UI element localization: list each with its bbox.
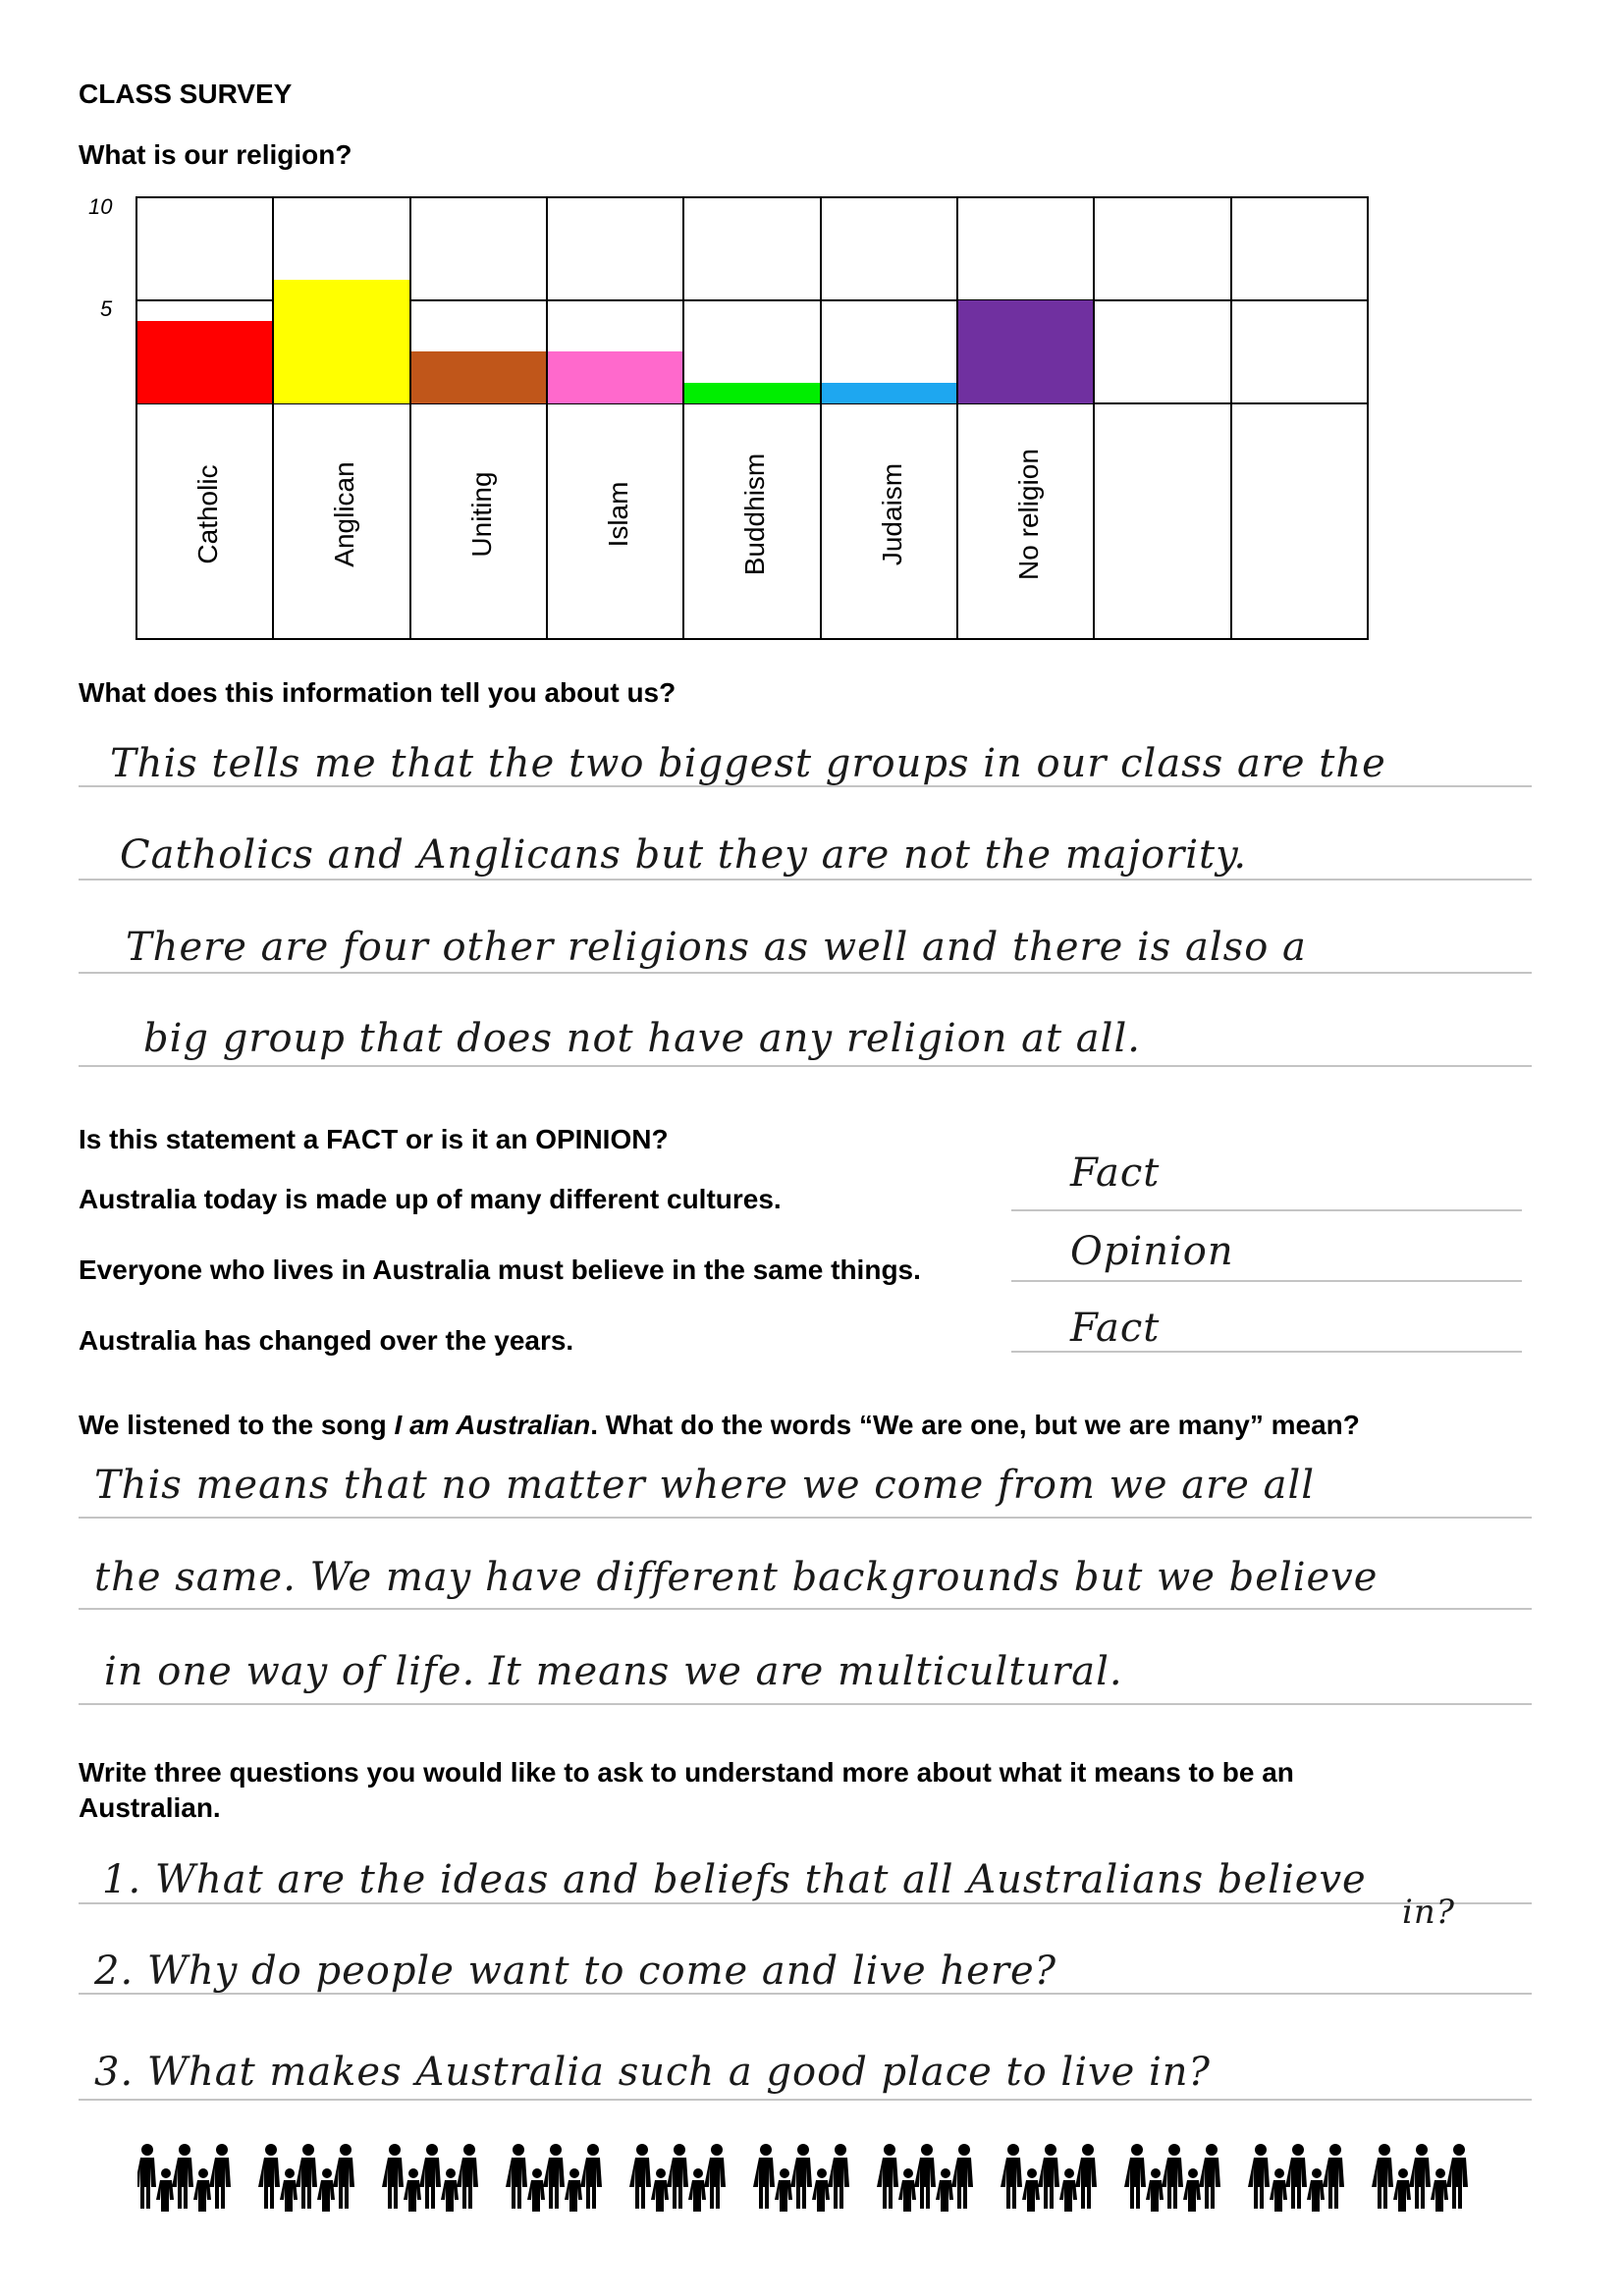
family-group-icon (753, 2144, 849, 2212)
handwritten-answer-line: Catholics and Anglicans but they are not the majority. (120, 832, 1248, 878)
chart-grid-cell (1230, 299, 1369, 404)
handwritten-question-1: 1. What are the ideas and beliefs that all Australians believe (102, 1857, 1367, 1902)
answer-line (79, 1517, 1532, 1519)
handwritten-answer-line: This means that no matter where we come from we are all (94, 1463, 1316, 1508)
chart-grid-cell (546, 196, 684, 301)
bar-buddhism (684, 383, 820, 403)
handwritten-fact-answer: Fact (1070, 1306, 1161, 1351)
answer-line (79, 1608, 1532, 1610)
bar-judaism (822, 383, 956, 403)
bar-islam (548, 351, 682, 403)
family-group-icon (1124, 2144, 1220, 2212)
answer-line (1011, 1351, 1522, 1353)
bar-catholic (137, 321, 272, 403)
family-group-icon (137, 2144, 231, 2212)
handwritten-continuation: in? (1402, 1893, 1455, 1932)
question-three-questions: Write three questions you would like to ask to understand more about what it means to be an (79, 1757, 1294, 1788)
handwritten-answer-line: the same. We may have different backgrounds but we believe (94, 1555, 1379, 1600)
question-information: What does this information tell you about us? (79, 677, 677, 708)
family-group-icon (1372, 2144, 1468, 2212)
chart-label-cell (1230, 402, 1369, 640)
statement-text: Australia has changed over the years. (79, 1325, 574, 1356)
answer-line (1011, 1209, 1522, 1211)
category-label: No religion (1012, 448, 1044, 580)
bar-uniting (411, 351, 546, 403)
y-tick-5: 5 (100, 296, 113, 321)
chart-grid-cell (1093, 196, 1232, 301)
category-label: Anglican (329, 461, 359, 567)
statement-text: Australia today is made up of many different cultures. (79, 1184, 782, 1214)
answer-line (79, 2099, 1532, 2101)
handwritten-question-2: 2. Why do people want to come and live here? (94, 1949, 1057, 1994)
family-group-icon (877, 2144, 973, 2212)
family-group-icon (382, 2144, 478, 2212)
bar-anglican (274, 280, 409, 403)
family-group-icon (1248, 2144, 1344, 2212)
chart-label-cell (1093, 402, 1232, 640)
category-label: Islam (602, 481, 633, 548)
song-title: I am Australian (394, 1410, 591, 1440)
category-label: Uniting (465, 471, 497, 558)
handwritten-answer-line: This tells me that the two biggest groups in our class are the (110, 741, 1386, 786)
handwritten-answer-line: There are four other religions as well and there is also a (126, 925, 1307, 970)
chart-grid-cell (682, 196, 822, 301)
answer-line (1011, 1280, 1522, 1282)
handwritten-question-3: 3. What makes Australia such a good place to live in? (94, 2050, 1211, 2095)
handwritten-answer-line: in one way of life. It means we are multicultural. (104, 1649, 1123, 1694)
category-label: Catholic (191, 464, 223, 564)
answer-line (79, 972, 1532, 974)
religion-bar-chart (135, 196, 1367, 640)
question-fact-opinion: Is this statement a FACT or is it an OPINION? (79, 1124, 669, 1154)
chart-grid-cell (956, 196, 1095, 301)
answer-line (79, 1065, 1532, 1067)
family-group-icon-row (137, 2130, 1512, 2228)
question-song (79, 1410, 1360, 1441)
statement-text: Everyone who lives in Australia must believe in the same things. (79, 1255, 921, 1285)
question-three-questions-cont: Australian. (79, 1792, 221, 1823)
bar-no-religion (958, 300, 1093, 403)
family-group-icon (629, 2144, 726, 2212)
chart-grid-cell (409, 196, 548, 301)
category-label: Buddhism (739, 453, 770, 575)
chart-grid-cell (135, 196, 274, 301)
category-label: Judaism (876, 462, 907, 565)
handwritten-answer-line: big group that does not have any religion at all. (143, 1016, 1141, 1061)
page-title: CLASS SURVEY (79, 79, 293, 109)
family-group-icon (506, 2144, 602, 2212)
answer-line (79, 879, 1532, 881)
question-song-post: . What do the words “We are one, but we are many” mean? (590, 1410, 1360, 1440)
handwritten-opinion-answer: Opinion (1070, 1229, 1234, 1274)
chart-grid-cell (1230, 196, 1369, 301)
question-religion: What is our religion? (79, 139, 352, 170)
family-group-icon (1001, 2144, 1097, 2212)
handwritten-fact-answer: Fact (1070, 1150, 1161, 1196)
question-song-pre: We listened to the song (79, 1410, 395, 1440)
chart-grid-cell (820, 196, 958, 301)
answer-line (79, 1703, 1532, 1705)
family-group-icon (258, 2144, 354, 2212)
answer-line (79, 1902, 1532, 1904)
chart-grid-cell (1093, 299, 1232, 404)
y-tick-10: 10 (88, 194, 113, 219)
